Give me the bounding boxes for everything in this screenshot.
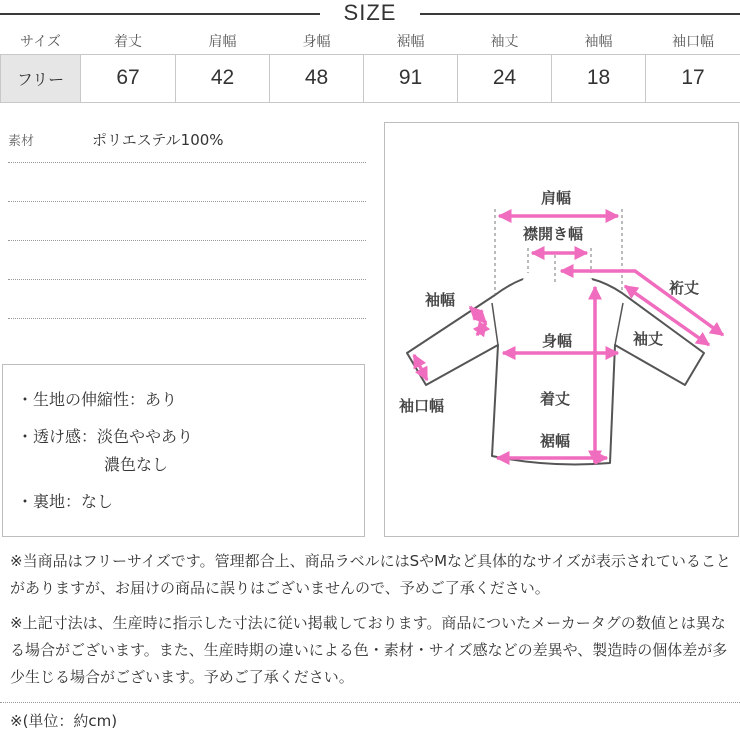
table-header: 着丈 bbox=[114, 33, 142, 50]
table-header: 袖丈 bbox=[490, 33, 519, 50]
free-size-note: ※当商品はフリーサイズです。管理都合上、商品ラベルにはSやMなど具体的なサイズが表示されていることがありますが、お届けの商品に誤りはございませんので、予めご了承ください。 bbox=[10, 552, 731, 597]
title-rule-right bbox=[420, 13, 740, 15]
stretch-property: ・生地の伸縮性：あり bbox=[17, 390, 178, 409]
blank-row bbox=[8, 241, 366, 280]
material-section bbox=[8, 124, 366, 319]
title-rule-left bbox=[0, 13, 320, 15]
measurement-note: ※上記寸法は、生産時に指示した寸法に従い掲載しております。商品についたメーカータグの数値とは異なる場合がございます。また、生産時期の違いによる色・素材・サイズ感などの差異や、製造時の個体差が多少生じる場合がございます。予めご了承ください。 bbox=[10, 614, 728, 686]
label-cuff: 袖口幅 bbox=[399, 397, 445, 415]
table-header: サイズ bbox=[20, 33, 61, 50]
blank-row bbox=[8, 202, 366, 241]
material-value: ポリエステル100% bbox=[92, 131, 224, 149]
size-title: SIZE bbox=[343, 0, 397, 25]
blank-row bbox=[8, 163, 366, 202]
table-header: 肩幅 bbox=[208, 33, 237, 50]
table-header: 袖口幅 bbox=[672, 33, 714, 50]
table-cell: 48 bbox=[270, 54, 364, 102]
table-header-row bbox=[1, 28, 740, 54]
label-length: 着丈 bbox=[540, 390, 571, 408]
sheerness-property: ・透け感：淡色ややあり bbox=[17, 427, 194, 446]
sheerness-property-dark: 濃色なし bbox=[104, 455, 169, 474]
label-shoulder: 肩幅 bbox=[541, 189, 572, 207]
unit-note: ※(単位：約cm) bbox=[10, 712, 118, 730]
table-cell: 91 bbox=[364, 54, 458, 102]
label-sleeve-length: 袖丈 bbox=[633, 330, 664, 348]
label-body-width: 身幅 bbox=[542, 332, 573, 350]
label-sleeve-width: 袖幅 bbox=[425, 291, 456, 309]
size-table bbox=[0, 28, 740, 103]
blank-row bbox=[8, 280, 366, 319]
table-row bbox=[1, 54, 740, 102]
table-header: 袖幅 bbox=[584, 33, 613, 50]
label-raglan: 裄丈 bbox=[669, 279, 700, 297]
size-title-bar bbox=[0, 0, 740, 28]
label-neck: 襟開き幅 bbox=[523, 225, 584, 243]
fabric-properties-box bbox=[2, 364, 365, 537]
label-hem: 裾幅 bbox=[540, 432, 571, 450]
table-header: 裾幅 bbox=[396, 33, 425, 50]
table-cell: 67 bbox=[81, 54, 176, 102]
divider bbox=[0, 702, 740, 703]
notes-section bbox=[10, 548, 738, 699]
row-label: フリー bbox=[1, 54, 81, 102]
table-cell: 17 bbox=[646, 54, 740, 102]
table-header: 身幅 bbox=[302, 33, 331, 50]
table-cell: 18 bbox=[552, 54, 646, 102]
table-cell: 42 bbox=[176, 54, 270, 102]
table-cell: 24 bbox=[458, 54, 552, 102]
lining-property: ・裏地：なし bbox=[17, 492, 114, 511]
material-row bbox=[8, 124, 366, 163]
material-label: 素材 bbox=[8, 134, 35, 149]
measurement-diagram bbox=[384, 122, 739, 537]
